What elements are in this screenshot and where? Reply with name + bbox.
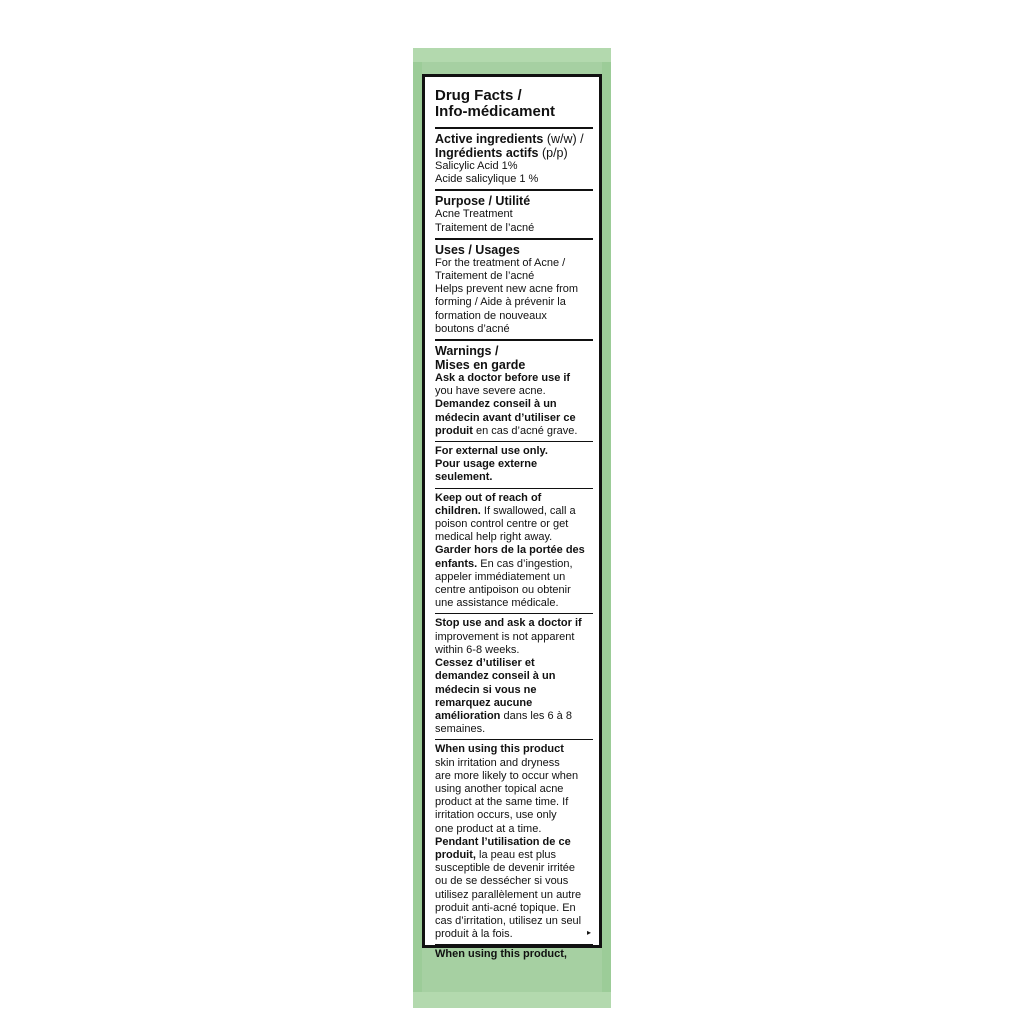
- cessez-text-1: dans les 6 à 8: [500, 709, 572, 722]
- when-using-line: using another topical acne: [435, 782, 564, 795]
- when-using-line: skin irritation and dryness: [435, 756, 560, 769]
- garder-bold-1: Garder hors de la portée des: [435, 544, 585, 557]
- package-top-flap: [413, 48, 611, 62]
- active-ingredient-fr: Acide salicylique 1 %: [435, 173, 539, 186]
- external-use-fr-2: seulement.: [435, 471, 493, 484]
- package-side-left: [413, 48, 422, 1008]
- title-en: Drug Facts /: [435, 87, 522, 104]
- external-use-fr-1: Pour usage externe: [435, 458, 538, 471]
- when-using-line: irritation occurs, use only: [435, 809, 557, 822]
- ask-doctor-bold: Ask a doctor before use if: [435, 372, 571, 385]
- title-fr: Info-médicament: [435, 103, 556, 120]
- active-heading-fr-unit: (p/p): [538, 146, 568, 160]
- ask-doctor-fr-text: en cas d’acné grave.: [472, 424, 578, 437]
- keep-out-bold-2: children.: [435, 504, 481, 517]
- warnings-heading-en: Warnings /: [435, 344, 499, 359]
- garder-text-4: une assistance médicale.: [435, 597, 559, 610]
- ask-doctor-text: you have severe acne.: [435, 385, 546, 398]
- pendant-bold-1: Pendant l’utilisation de ce: [435, 835, 571, 848]
- pendant-line: cas d’irritation, utilisez un seul: [435, 914, 582, 927]
- ask-doctor-fr-3: produit: [435, 424, 473, 437]
- active-heading-en-unit: (w/w) /: [543, 132, 584, 146]
- when-using-line: are more likely to occur when: [435, 769, 579, 782]
- stop-use-text-2: within 6-8 weeks.: [435, 643, 520, 656]
- warnings-ask-doctor-section: [435, 341, 593, 442]
- purpose-en: Acne Treatment: [435, 208, 513, 221]
- when-using-section: [435, 740, 593, 945]
- cessez-bold-1: Cessez d’utiliser et: [435, 657, 535, 670]
- stop-use-section: [435, 614, 593, 740]
- package-bottom-flap: [413, 992, 611, 1008]
- uses-line: For the treatment of Acne /: [435, 256, 566, 269]
- active-ingredient-en: Salicylic Acid 1%: [435, 160, 518, 172]
- continued-text: When using this product,: [435, 948, 567, 961]
- pendant-line: produit à la fois.: [435, 928, 513, 941]
- ask-doctor-fr-1: Demandez conseil à un: [435, 398, 557, 411]
- uses-line: forming / Aide à prévenir la: [435, 296, 566, 309]
- when-using-line: one product at a time.: [435, 822, 542, 835]
- garder-text-1: En cas d’ingestion,: [477, 557, 573, 570]
- purpose-fr: Traitement de l’acné: [435, 221, 535, 234]
- uses-line: formation de nouveaux: [435, 309, 547, 322]
- drug-facts-panel: [422, 74, 602, 961]
- warnings-heading-fr: Mises en garde: [435, 358, 526, 373]
- when-using-bold: When using this product: [435, 743, 564, 756]
- stop-use-text-1: improvement is not apparent: [435, 630, 575, 643]
- pendant-bold-2: produit,: [435, 848, 476, 861]
- garder-text-3: centre antipoison ou obtenir: [435, 584, 571, 597]
- ask-doctor-fr-2: médecin avant d’utiliser ce: [435, 411, 576, 424]
- purpose-section: [435, 191, 593, 239]
- cessez-bold-2: demandez conseil à un: [435, 670, 556, 683]
- pendant-text-1: la peau est plus: [475, 848, 557, 861]
- continued-section: [435, 945, 593, 964]
- external-use-en: For external use only.: [435, 445, 548, 458]
- continue-arrow-icon: ▸: [586, 928, 591, 937]
- cessez-bold-4: remarquez aucune: [435, 696, 533, 709]
- pendant-line: susceptible de devenir irritée: [435, 862, 576, 875]
- cessez-bold-3: médecin si vous ne: [435, 683, 537, 696]
- active-heading-en: Active ingredients: [435, 132, 544, 146]
- keep-out-of-reach-section: [435, 489, 593, 615]
- when-using-line: product at the same time. If: [435, 796, 569, 809]
- active-ingredients-section: [435, 129, 593, 191]
- active-heading-fr: Ingrédients actifs: [435, 146, 539, 160]
- garder-bold-2: enfants.: [435, 557, 478, 570]
- stop-use-bold: Stop use and ask a doctor if: [435, 617, 582, 630]
- uses-heading: Uses / Usages: [435, 242, 520, 257]
- cessez-text-2: semaines.: [435, 723, 486, 736]
- keep-out-bold-1: Keep out of reach of: [435, 491, 542, 504]
- pendant-line: utilisez parallèlement un autre: [435, 888, 582, 901]
- cessez-bold-5: amélioration: [435, 709, 501, 722]
- uses-line: boutons d’acné: [435, 322, 510, 335]
- uses-section: [435, 240, 593, 341]
- garder-text-2: appeler immédiatement un: [435, 570, 566, 583]
- pendant-line: produit anti-acné topique. En: [435, 901, 576, 914]
- keep-out-text-3: medical help right away.: [435, 531, 553, 544]
- keep-out-text-1: If swallowed, call a: [480, 504, 576, 517]
- drug-facts-title: [435, 81, 593, 129]
- uses-line: Traitement de l’acné: [435, 270, 535, 283]
- pendant-line: ou de se dessécher si vous: [435, 875, 569, 888]
- external-use-section: [435, 442, 593, 489]
- purpose-heading: Purpose / Utilité: [435, 194, 531, 209]
- keep-out-text-2: poison control centre or get: [435, 518, 569, 531]
- uses-line: Helps prevent new acne from: [435, 283, 579, 296]
- package-side-right: [602, 48, 611, 1008]
